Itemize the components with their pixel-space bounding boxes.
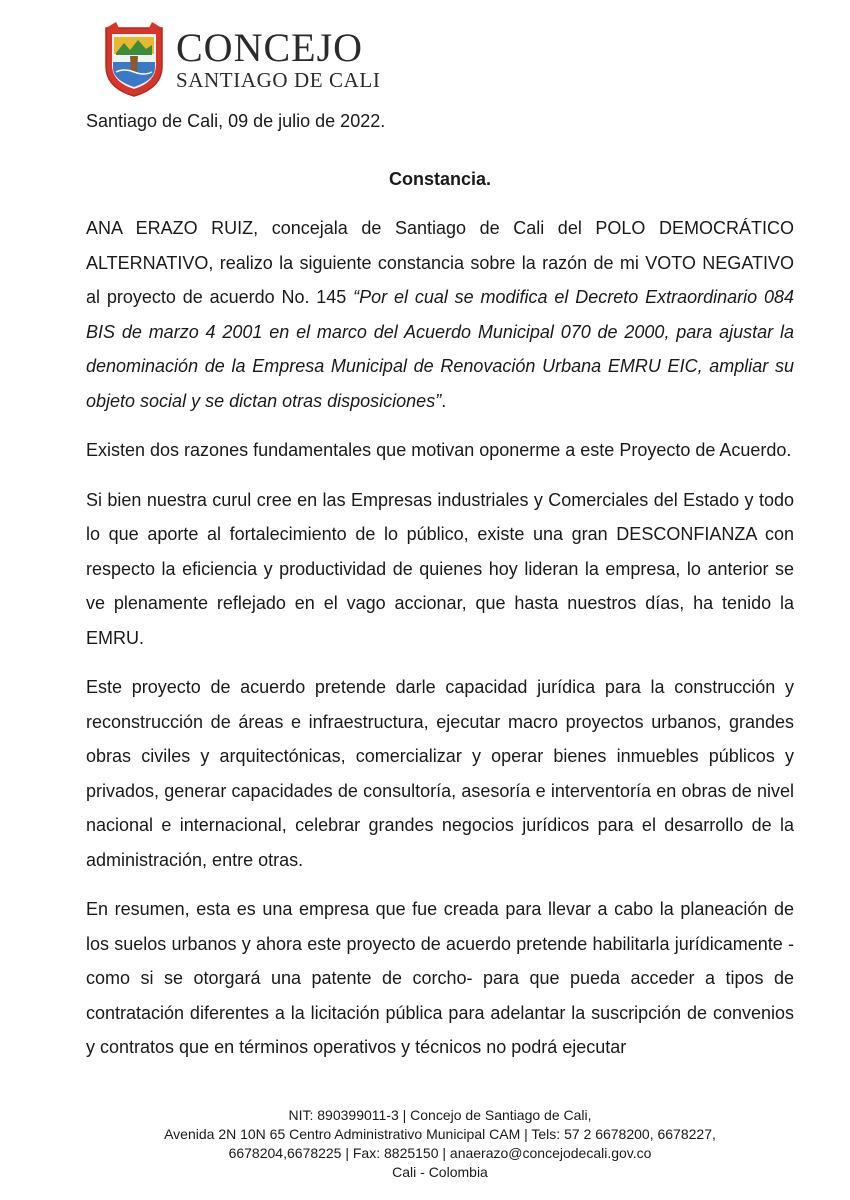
paragraph-3: Si bien nuestra curul cree en las Empresas industriales y Comerciales del Estado y todo lo que aporte al fortalecimiento de lo público, existe una gran DESCONFIANZA con respecto la eficiencia y productividad de quienes hoy lideran la empresa, lo anterior se ve plenamente reflejado en el vago accionar, que hasta nuestros días, ha tenido la EMRU. (86, 489, 794, 648)
paragraph-5: En resumen, esta es una empresa que fue creada para llevar a cabo la planeación de los suelos urbanos y ahora este proyecto de acuerdo pretende habilitarla jurídicamente -como si se otorgará una patente de corcho- para que pueda acceder a tipos de contratación diferentes a la licitación pública para adelantar la suscripción de convenios y contratos que en términos operativos y técnicos no podrá ejecutar (86, 899, 794, 1057)
paragraph-1 (86, 211, 794, 418)
footer-line-3: 6678204,6678225 | Fax: 8825150 | anaerazo@concejodecali.gov.co (228, 1145, 652, 1161)
footer-line-2: Avenida 2N 10N 65 Centro Administrativo Municipal CAM | Tels: 57 2 6678200, 6678227, (164, 1126, 716, 1142)
letter-title: Constancia. (388, 168, 492, 189)
paragraph-4: Este proyecto de acuerdo pretende darle capacidad jurídica para la construcción y reconstrucción de áreas e infraestructura, ejecutar macro proyectos urbanos, grandes obras civiles y arquitectónicas, comercializar y operar bienes inmuebles públicos y privados, generar capacidades de consultoría, asesoría e interventoría en obras de nivel nacional e internacional, celebrar grandes negocios jurídicos para el desarrollo de la administración, entre otras. (86, 677, 794, 870)
paragraph-2: Existen dos razones fundamentales que motivan oponerme a este Proyecto de Acuerdo. (86, 440, 792, 460)
brand-title: CONCEJO (176, 25, 364, 70)
letter-body (86, 104, 794, 1080)
footer (90, 1106, 790, 1182)
paragraph-1-lead: ANA ERAZO RUIZ, concejala de Santiago de Cali del POLO DEMOCRÁTICO ALTERNATIVO, realizo la siguiente constancia sobre la razón de mi VOTO NEGATIVO al proyecto de acuerdo No. 145 (86, 218, 794, 307)
footer-line-1: NIT: 890399011-3 | Concejo de Santiago de Cali, (288, 1107, 592, 1123)
city-shield-logo (102, 22, 166, 98)
letter-date: Santiago de Cali, 09 de julio de 2022. (86, 111, 386, 131)
footer-line-4: Cali - Colombia (392, 1164, 488, 1180)
paragraph-1-quote: “Por el cual se modifica el Decreto Extraordinario 084 BIS de marzo 4 2001 en el marco del Acuerdo Municipal 070 de 2000, para ajustar la denominación de la Empresa Municipal de Renovación Urbana EMRU EIC, ampliar su objeto social y se dictan otras disposiciones” (86, 287, 794, 411)
paragraph-1-end: . (441, 390, 447, 411)
brand-subtitle: SANTIAGO DE CALI (176, 68, 381, 92)
letterhead (102, 22, 380, 98)
